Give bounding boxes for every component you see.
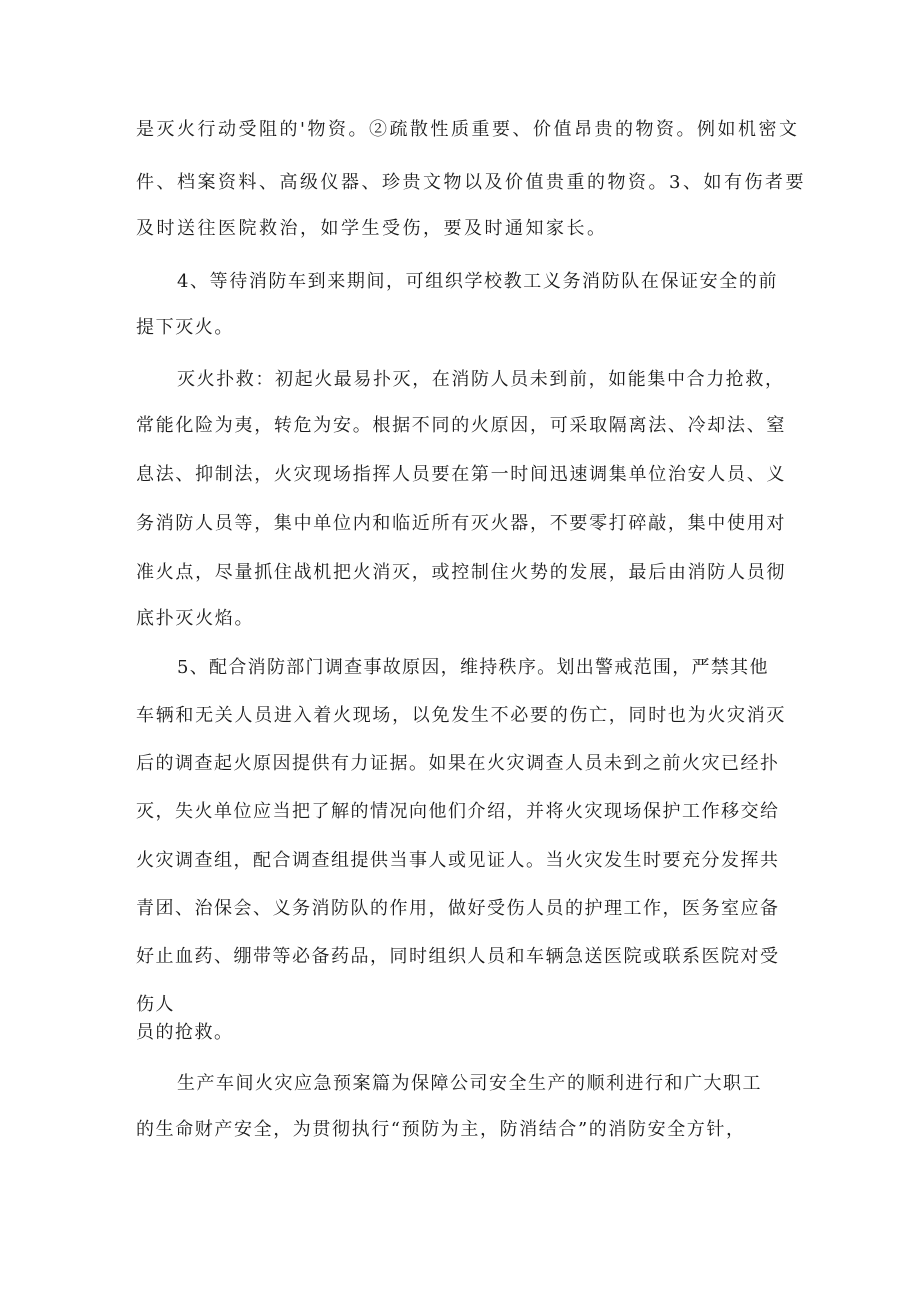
paragraph-line: 伤人	[136, 994, 175, 1015]
paragraph-line: 5、配合消防部门调查事故原因，维持秩序。划出警戒范围，严禁其他	[177, 657, 769, 678]
paragraph-line: 底扑灭火焰。	[136, 608, 255, 629]
paragraph-line: 常能化险为夷，转危为安。根据不同的火原因，可采取隔离法、冷却法、窒	[136, 415, 787, 436]
paragraph-line: 员的抢救。	[136, 1022, 234, 1043]
paragraph-line: 4、等待消防车到来期间，可组织学校教工义务消防队在保证安全的前	[177, 271, 779, 292]
paragraph-line: 的生命财产安全，为贯彻执行“预防为主，防消结合”的消防安全方针，	[136, 1119, 746, 1140]
paragraph-line: 及时送往医院救治，如学生受伤，要及时通知家长。	[136, 218, 608, 239]
paragraph-line: 准火点，尽量抓住战机把火消灭，或控制住火势的发展，最后由消防人员彻	[136, 562, 787, 583]
paragraph-line: 是灭火行动受阻的'物资。②疏散性质重要、价值昂贵的物资。例如机密文	[136, 119, 800, 140]
paragraph-line: 生产车间火灾应急预案篇为保障公司安全生产的顺利进行和广大职工	[177, 1073, 762, 1094]
paragraph-line: 灭，失火单位应当把了解的情况向他们介绍，并将火灾现场保护工作移交给	[136, 801, 780, 822]
paragraph-line: 提下灭火。	[136, 317, 234, 338]
paragraph-line: 息法、抑制法，火灾现场指挥人员要在第一时间迅速调集单位治安人员、义	[136, 464, 787, 485]
paragraph-line: 青团、治保会、义务消防队的作用，做好受伤人员的护理工作，医务室应备	[136, 898, 780, 919]
paragraph-line: 务消防人员等，集中单位内和临近所有灭火器，不要零打碎敲，集中使用对	[136, 513, 787, 534]
paragraph-line: 好止血药、绷带等必备药品，同时组织人员和车辆急送医院或联系医院对受	[136, 946, 780, 967]
paragraph-line: 灭火扑救：初起火最易扑灭，在消防人员未到前，如能集中合力抢救，	[177, 369, 785, 390]
paragraph-line: 车辆和无关人员进入着火现场，以免发生不必要的伤亡，同时也为火灾消灭	[136, 705, 787, 726]
paragraph-line: 件、档案资料、高级仪器、珍贵文物以及价值贵重的物资。3、如有伤者要	[136, 172, 806, 193]
paragraph-line: 火灾调查组，配合调查组提供当事人或见证人。当火灾发生时要充分发挥共	[136, 850, 780, 871]
paragraph-line: 后的调查起火原因提供有力证据。如果在火灾调查人员未到之前火灾已经扑	[136, 753, 780, 774]
